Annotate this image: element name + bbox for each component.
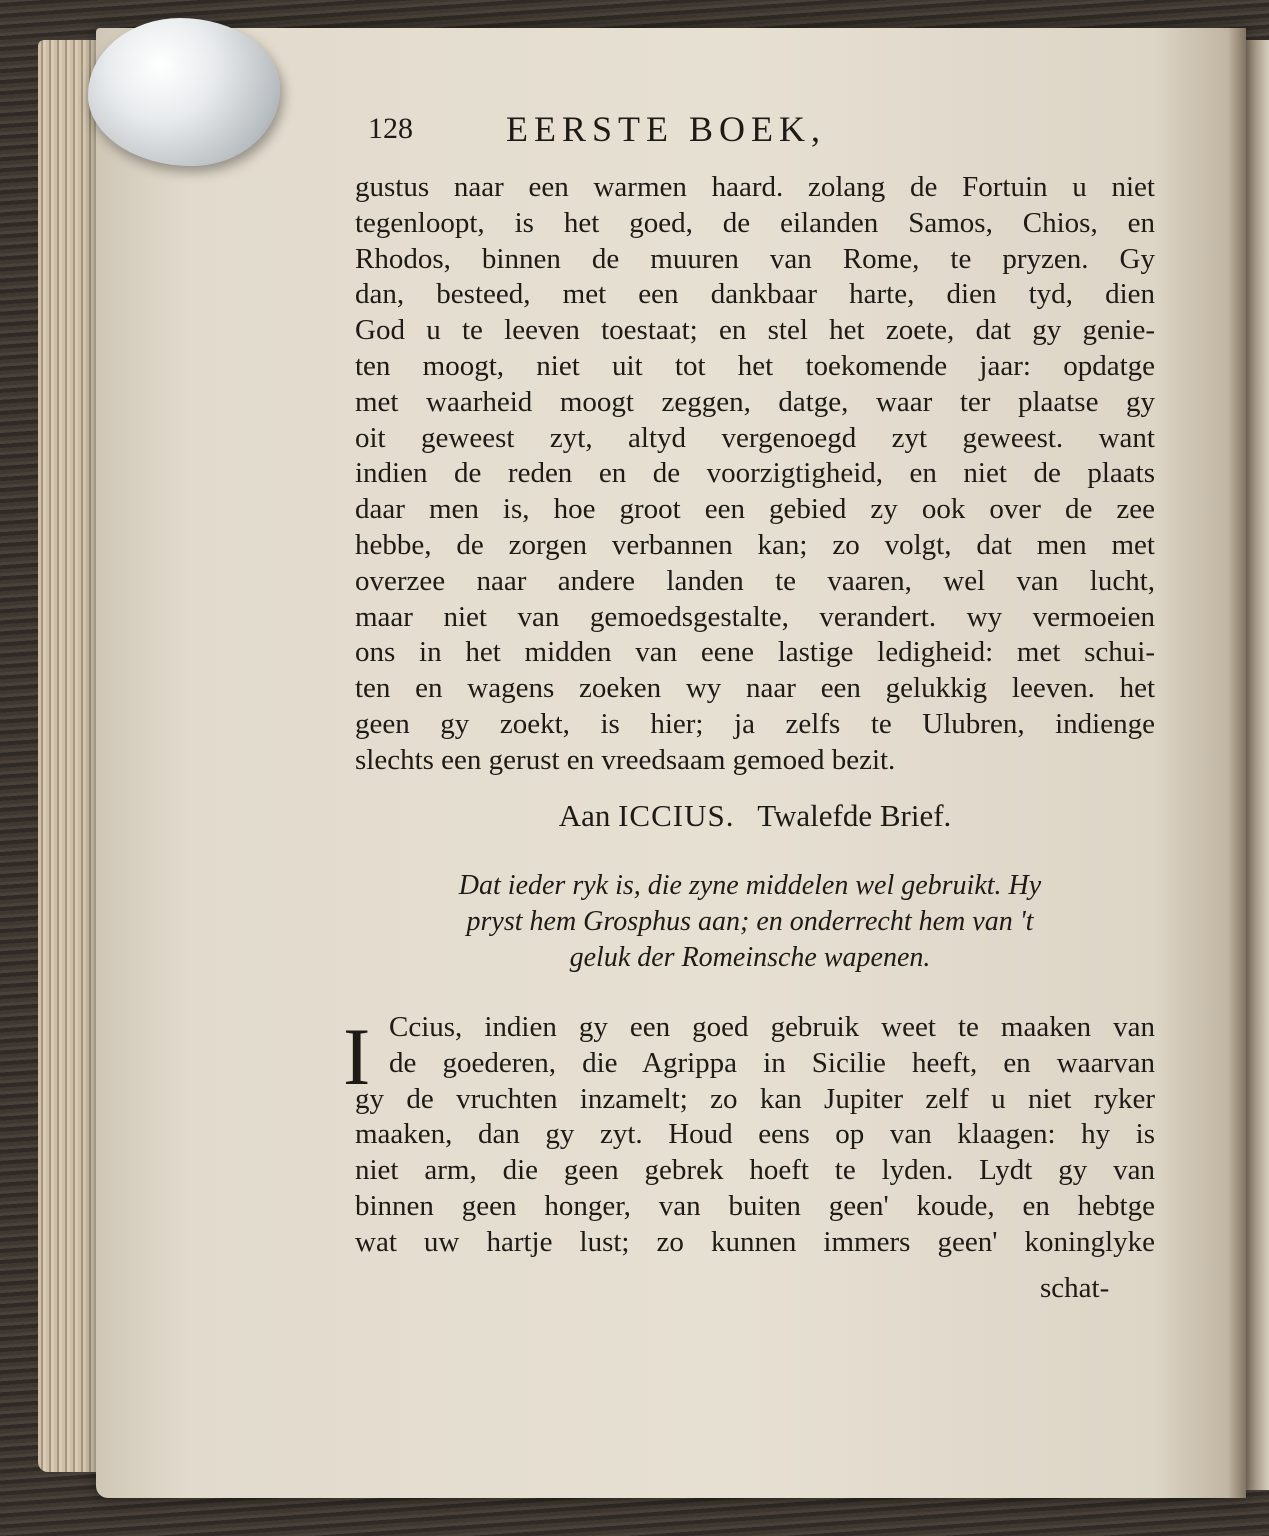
text-line: tegenloopt, is het goed, de eilanden Samos, Chios, en (355, 206, 1155, 239)
text-line: binnen geen honger, van buiten geen' koude, en hebtge (355, 1189, 1155, 1222)
page-header (368, 108, 1158, 158)
page-gutter-shadow (1228, 28, 1246, 1498)
text-line: God u te leeven toestaat; en stel het zoete, dat gy genie- (355, 314, 1155, 347)
text-line: overzee naar andere landen te vaaren, wel van lucht, (355, 564, 1155, 597)
letter-heading-prefix: Aan (558, 798, 611, 833)
text-line: gy de vruchten inzamelt; zo kan Jupiter zelf u niet ryker (355, 1082, 1155, 1115)
text-line: niet arm, die geen gebrek hoeft te lyden. Lydt gy van (355, 1154, 1155, 1187)
text-line: ten moogt, niet uit tot het toekomende jaar: opdatge (355, 349, 1155, 382)
text-line: oit geweest zyt, altyd vergenoegd zyt geweest. want (355, 421, 1155, 454)
summary-line: pryst hem Grosphus aan; en onderrecht hem van 't (466, 906, 1034, 937)
summary-line: geluk der Romeinsche wapenen. (569, 942, 931, 973)
text-line: geen gy zoekt, is hier; ja zelfs te Ulubren, indienge (355, 707, 1155, 740)
text-line: gustus naar een warmen haard. zolang de Fortuin u niet (355, 171, 1155, 203)
text-line: maaken, dan gy zyt. Houd eens op van klaagen: hy is (355, 1118, 1155, 1151)
page-number: 128 (368, 112, 413, 145)
text-line: dan, besteed, met een dankbaar harte, dien tyd, dien (355, 278, 1155, 311)
drop-cap: I (343, 1011, 371, 1102)
pebble-paperweight (88, 18, 280, 166)
text-line: indien de reden en de voorzigtigheid, en niet de plaats (355, 457, 1155, 490)
text-line: ten en wagens zoeken wy naar een gelukkig leeven. het (355, 672, 1155, 705)
text-line: daar men is, hoe groot een gebied zy ook over de zee (355, 493, 1155, 526)
letter-heading-name: ICCIUS. (618, 798, 735, 833)
letter-summary (340, 868, 1160, 976)
facing-page-edge (1246, 40, 1269, 1490)
text-line: wat uw hartje lust; zo kunnen immers geen' koninglyke (355, 1225, 1155, 1258)
summary-line: Dat ieder ryk is, die zyne middelen wel gebruikt. Hy (458, 870, 1042, 901)
text-line: Rhodos, binnen de muuren van Rome, te pryzen. Gy (355, 242, 1155, 275)
letter-heading-title: Twalefde Brief. (757, 798, 952, 833)
letter-heading (355, 798, 1155, 834)
text-line: de goederen, die Agrippa in Sicilie heeft, en waarvan (389, 1046, 1155, 1079)
text-line: Ccius, indien gy een goed gebruik weet te maaken van (389, 1011, 1155, 1043)
catchword: schat- (1040, 1272, 1110, 1304)
text-line: hebbe, de zorgen verbannen kan; zo volgt, dat men met (355, 528, 1155, 561)
body-text (355, 170, 1155, 779)
text-line: slechts een gerust en vreedsaam gemoed bezit. (355, 743, 896, 776)
text-line: ons in het midden van eene lastige ledigheid: met schui- (355, 636, 1155, 669)
running-title: EERSTE BOEK, (506, 109, 826, 149)
letter-body (343, 1010, 1155, 1261)
text-line: met waarheid moogt zeggen, datge, waar ter plaatse gy (355, 385, 1155, 418)
text-line: maar niet van gemoedsgestalte, verandert. wy vermoeien (355, 600, 1155, 633)
